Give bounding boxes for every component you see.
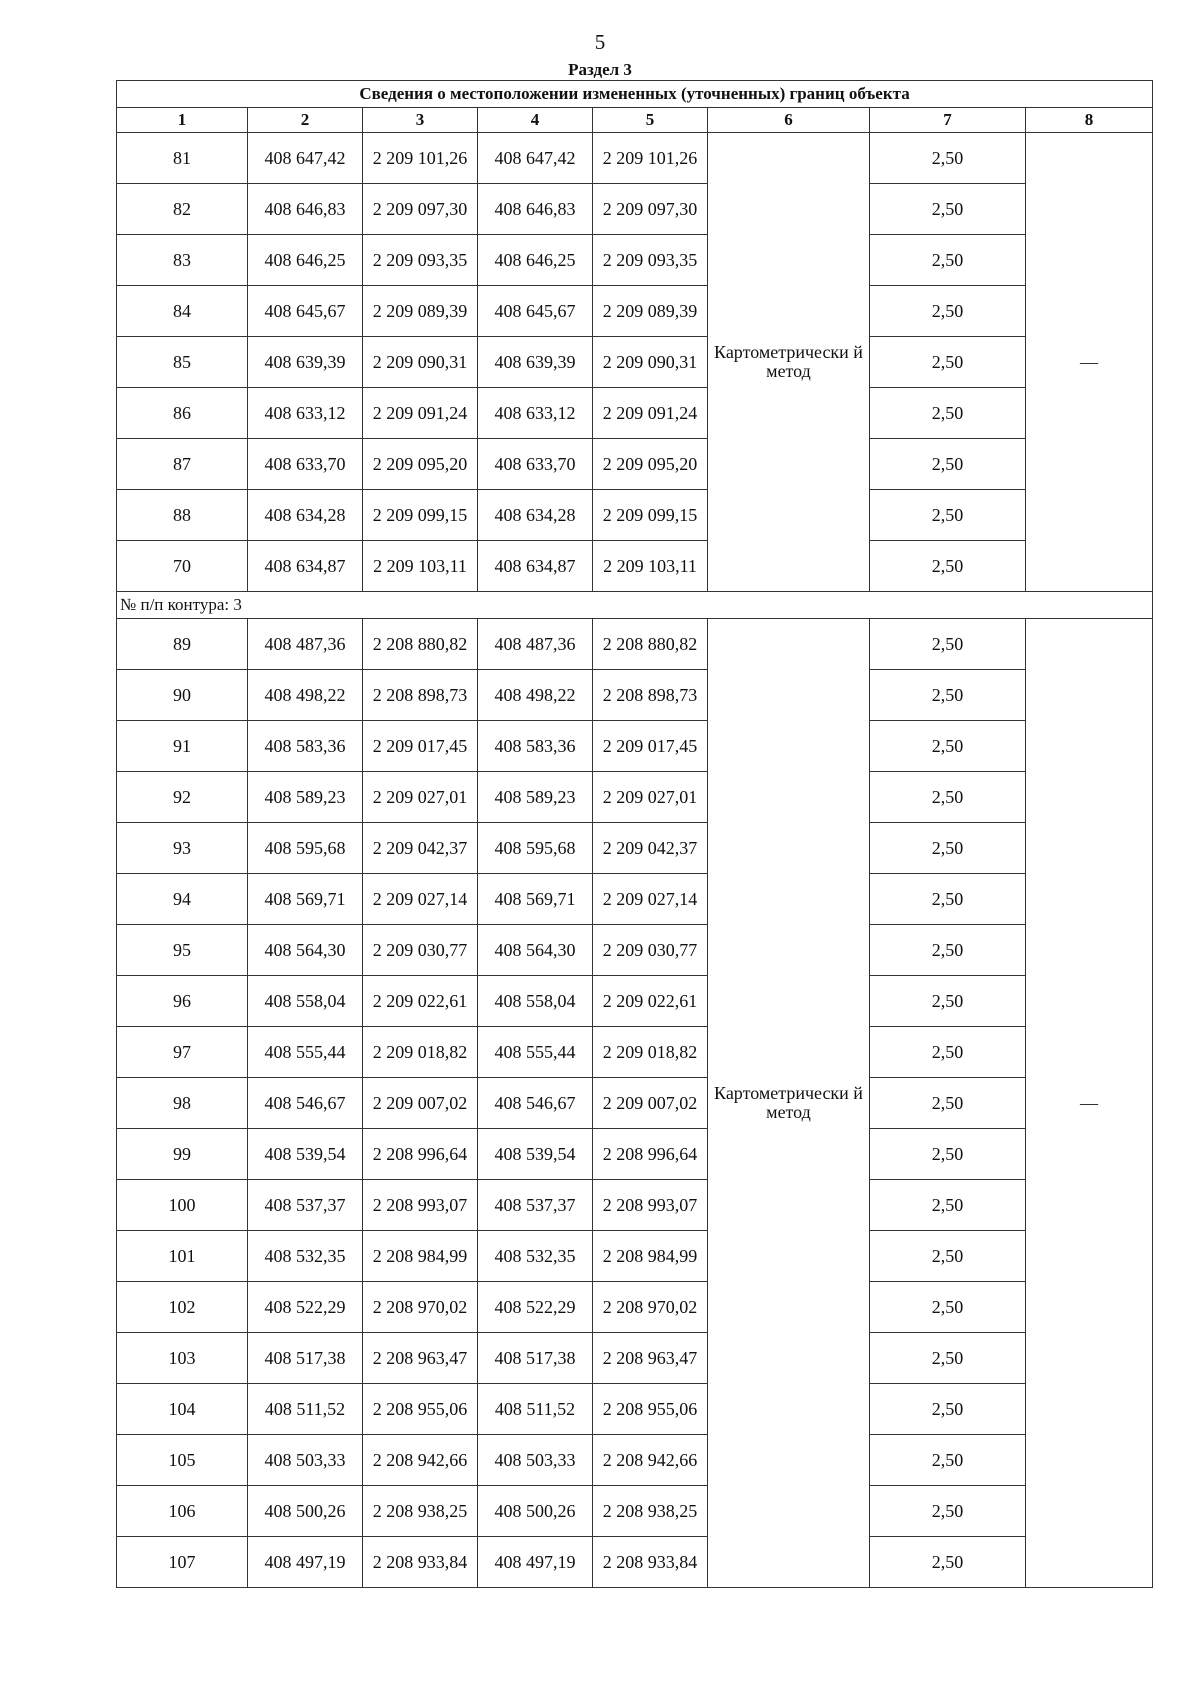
y-existing-cell: 2 209 099,15: [363, 490, 478, 541]
y-new-cell: 2 209 027,01: [593, 772, 708, 823]
y-existing-cell: 2 209 018,82: [363, 1027, 478, 1078]
table-row: [117, 925, 1153, 976]
point-number-cell: 100: [117, 1180, 248, 1231]
table-row: [117, 184, 1153, 235]
x-existing-cell: 408 589,23: [248, 772, 363, 823]
y-existing-cell: 2 209 103,11: [363, 541, 478, 592]
x-existing-cell: 408 633,12: [248, 388, 363, 439]
x-new-cell: 408 647,42: [478, 133, 593, 184]
x-existing-cell: 408 555,44: [248, 1027, 363, 1078]
accuracy-cell: 2,50: [870, 1333, 1026, 1384]
table-row: [117, 1078, 1153, 1129]
x-existing-cell: 408 634,28: [248, 490, 363, 541]
y-existing-cell: 2 209 095,20: [363, 439, 478, 490]
x-new-cell: 408 487,36: [478, 619, 593, 670]
x-existing-cell: 408 558,04: [248, 976, 363, 1027]
accuracy-cell: 2,50: [870, 1129, 1026, 1180]
point-number-cell: 94: [117, 874, 248, 925]
y-existing-cell: 2 209 097,30: [363, 184, 478, 235]
x-new-cell: 408 646,83: [478, 184, 593, 235]
x-existing-cell: 408 647,42: [248, 133, 363, 184]
x-existing-cell: 408 522,29: [248, 1282, 363, 1333]
x-existing-cell: 408 503,33: [248, 1435, 363, 1486]
contour-label: № п/п контура: 3: [117, 592, 1153, 619]
table-row: [117, 1027, 1153, 1078]
table-row: [117, 388, 1153, 439]
column-number: 5: [593, 108, 708, 133]
y-new-cell: 2 209 089,39: [593, 286, 708, 337]
y-new-cell: 2 209 095,20: [593, 439, 708, 490]
x-existing-cell: 408 546,67: [248, 1078, 363, 1129]
y-existing-cell: 2 209 093,35: [363, 235, 478, 286]
point-number-cell: 96: [117, 976, 248, 1027]
y-new-cell: 2 209 091,24: [593, 388, 708, 439]
point-number-cell: 97: [117, 1027, 248, 1078]
column-number: 1: [117, 108, 248, 133]
y-existing-cell: 2 208 970,02: [363, 1282, 478, 1333]
x-new-cell: 408 532,35: [478, 1231, 593, 1282]
x-new-cell: 408 522,29: [478, 1282, 593, 1333]
table-row: [117, 619, 1153, 670]
y-existing-cell: 2 209 017,45: [363, 721, 478, 772]
y-existing-cell: 2 209 042,37: [363, 823, 478, 874]
y-new-cell: 2 209 030,77: [593, 925, 708, 976]
column-8-cell: —: [1026, 133, 1153, 592]
accuracy-cell: 2,50: [870, 490, 1026, 541]
x-new-cell: 408 511,52: [478, 1384, 593, 1435]
accuracy-cell: 2,50: [870, 541, 1026, 592]
table-row: [117, 1180, 1153, 1231]
x-existing-cell: 408 646,25: [248, 235, 363, 286]
y-new-cell: 2 209 027,14: [593, 874, 708, 925]
x-new-cell: 408 564,30: [478, 925, 593, 976]
y-new-cell: 2 209 022,61: [593, 976, 708, 1027]
y-existing-cell: 2 208 933,84: [363, 1537, 478, 1588]
accuracy-cell: 2,50: [870, 772, 1026, 823]
point-number-cell: 88: [117, 490, 248, 541]
point-number-cell: 86: [117, 388, 248, 439]
y-existing-cell: 2 208 880,82: [363, 619, 478, 670]
boundary-coordinates-table: [116, 80, 1153, 1588]
point-number-cell: 70: [117, 541, 248, 592]
table-row: [117, 490, 1153, 541]
section-title: Раздел 3: [568, 60, 632, 79]
method-cell: Картометрически й метод: [708, 133, 870, 592]
y-existing-cell: 2 208 942,66: [363, 1435, 478, 1486]
point-number-cell: 83: [117, 235, 248, 286]
x-existing-cell: 408 532,35: [248, 1231, 363, 1282]
point-number-cell: 95: [117, 925, 248, 976]
y-existing-cell: 2 208 993,07: [363, 1180, 478, 1231]
y-new-cell: 2 209 017,45: [593, 721, 708, 772]
y-new-cell: 2 209 093,35: [593, 235, 708, 286]
y-new-cell: 2 208 938,25: [593, 1486, 708, 1537]
accuracy-cell: 2,50: [870, 1282, 1026, 1333]
x-existing-cell: 408 645,67: [248, 286, 363, 337]
accuracy-cell: 2,50: [870, 721, 1026, 772]
y-existing-cell: 2 209 027,14: [363, 874, 478, 925]
x-existing-cell: 408 537,37: [248, 1180, 363, 1231]
point-number-cell: 99: [117, 1129, 248, 1180]
x-existing-cell: 408 564,30: [248, 925, 363, 976]
table-caption: Сведения о местоположении измененных (уточненных) границ объекта: [117, 81, 1153, 108]
x-new-cell: 408 634,87: [478, 541, 593, 592]
point-number-cell: 105: [117, 1435, 248, 1486]
x-new-cell: 408 595,68: [478, 823, 593, 874]
accuracy-cell: 2,50: [870, 1537, 1026, 1588]
accuracy-cell: 2,50: [870, 823, 1026, 874]
accuracy-cell: 2,50: [870, 619, 1026, 670]
y-new-cell: 2 209 101,26: [593, 133, 708, 184]
table-row: [117, 235, 1153, 286]
column-number: 7: [870, 108, 1026, 133]
y-existing-cell: 2 208 955,06: [363, 1384, 478, 1435]
table-row: [117, 541, 1153, 592]
x-new-cell: 408 546,67: [478, 1078, 593, 1129]
x-existing-cell: 408 639,39: [248, 337, 363, 388]
accuracy-cell: 2,50: [870, 925, 1026, 976]
table-row: [117, 1129, 1153, 1180]
column-8-cell: —: [1026, 619, 1153, 1588]
y-new-cell: 2 208 963,47: [593, 1333, 708, 1384]
x-new-cell: 408 537,37: [478, 1180, 593, 1231]
x-new-cell: 408 639,39: [478, 337, 593, 388]
table-row: [117, 976, 1153, 1027]
y-new-cell: 2 209 018,82: [593, 1027, 708, 1078]
table-row: [117, 133, 1153, 184]
y-existing-cell: 2 208 996,64: [363, 1129, 478, 1180]
column-number: 8: [1026, 108, 1153, 133]
x-existing-cell: 408 500,26: [248, 1486, 363, 1537]
y-new-cell: 2 208 880,82: [593, 619, 708, 670]
y-new-cell: 2 209 007,02: [593, 1078, 708, 1129]
accuracy-cell: 2,50: [870, 388, 1026, 439]
y-new-cell: 2 209 097,30: [593, 184, 708, 235]
table-row: [117, 772, 1153, 823]
x-new-cell: 408 503,33: [478, 1435, 593, 1486]
x-existing-cell: 408 497,19: [248, 1537, 363, 1588]
table-row: [117, 286, 1153, 337]
accuracy-cell: 2,50: [870, 670, 1026, 721]
x-new-cell: 408 589,23: [478, 772, 593, 823]
accuracy-cell: 2,50: [870, 1486, 1026, 1537]
x-new-cell: 408 517,38: [478, 1333, 593, 1384]
column-number-row: [117, 108, 1153, 133]
x-existing-cell: 408 646,83: [248, 184, 363, 235]
x-existing-cell: 408 583,36: [248, 721, 363, 772]
accuracy-cell: 2,50: [870, 1180, 1026, 1231]
accuracy-cell: 2,50: [870, 976, 1026, 1027]
y-existing-cell: 2 209 091,24: [363, 388, 478, 439]
point-number-cell: 92: [117, 772, 248, 823]
point-number-cell: 84: [117, 286, 248, 337]
point-number-cell: 102: [117, 1282, 248, 1333]
x-existing-cell: 408 511,52: [248, 1384, 363, 1435]
accuracy-cell: 2,50: [870, 133, 1026, 184]
accuracy-cell: 2,50: [870, 337, 1026, 388]
accuracy-cell: 2,50: [870, 1231, 1026, 1282]
y-new-cell: 2 208 970,02: [593, 1282, 708, 1333]
x-existing-cell: 408 569,71: [248, 874, 363, 925]
y-existing-cell: 2 209 027,01: [363, 772, 478, 823]
point-number-cell: 87: [117, 439, 248, 490]
x-new-cell: 408 645,67: [478, 286, 593, 337]
y-existing-cell: 2 208 898,73: [363, 670, 478, 721]
y-new-cell: 2 209 090,31: [593, 337, 708, 388]
table-row: [117, 1231, 1153, 1282]
point-number-cell: 85: [117, 337, 248, 388]
table-row: [117, 670, 1153, 721]
table-row: [117, 337, 1153, 388]
x-existing-cell: 408 633,70: [248, 439, 363, 490]
accuracy-cell: 2,50: [870, 439, 1026, 490]
accuracy-cell: 2,50: [870, 1078, 1026, 1129]
table-row: [117, 1333, 1153, 1384]
table-row: [117, 1435, 1153, 1486]
y-new-cell: 2 208 955,06: [593, 1384, 708, 1435]
y-new-cell: 2 208 942,66: [593, 1435, 708, 1486]
x-new-cell: 408 555,44: [478, 1027, 593, 1078]
table-row: [117, 1486, 1153, 1537]
column-number: 3: [363, 108, 478, 133]
x-new-cell: 408 634,28: [478, 490, 593, 541]
x-new-cell: 408 633,12: [478, 388, 593, 439]
point-number-cell: 103: [117, 1333, 248, 1384]
point-number-cell: 98: [117, 1078, 248, 1129]
y-existing-cell: 2 209 089,39: [363, 286, 478, 337]
x-existing-cell: 408 634,87: [248, 541, 363, 592]
y-existing-cell: 2 209 090,31: [363, 337, 478, 388]
y-existing-cell: 2 209 007,02: [363, 1078, 478, 1129]
y-existing-cell: 2 208 938,25: [363, 1486, 478, 1537]
x-new-cell: 408 633,70: [478, 439, 593, 490]
x-existing-cell: 408 539,54: [248, 1129, 363, 1180]
point-number-cell: 91: [117, 721, 248, 772]
accuracy-cell: 2,50: [870, 1384, 1026, 1435]
column-number: 6: [708, 108, 870, 133]
point-number-cell: 104: [117, 1384, 248, 1435]
table-row: [117, 721, 1153, 772]
page-number: 5: [594, 30, 606, 54]
table-row: [117, 1537, 1153, 1588]
table-row: [117, 1282, 1153, 1333]
y-new-cell: 2 208 898,73: [593, 670, 708, 721]
x-new-cell: 408 497,19: [478, 1537, 593, 1588]
y-existing-cell: 2 209 101,26: [363, 133, 478, 184]
x-new-cell: 408 646,25: [478, 235, 593, 286]
accuracy-cell: 2,50: [870, 184, 1026, 235]
accuracy-cell: 2,50: [870, 286, 1026, 337]
x-new-cell: 408 583,36: [478, 721, 593, 772]
x-existing-cell: 408 595,68: [248, 823, 363, 874]
accuracy-cell: 2,50: [870, 235, 1026, 286]
accuracy-cell: 2,50: [870, 1027, 1026, 1078]
y-existing-cell: 2 208 963,47: [363, 1333, 478, 1384]
point-number-cell: 101: [117, 1231, 248, 1282]
point-number-cell: 106: [117, 1486, 248, 1537]
point-number-cell: 107: [117, 1537, 248, 1588]
accuracy-cell: 2,50: [870, 1435, 1026, 1486]
method-cell: Картометрически й метод: [708, 619, 870, 1588]
table-row: [117, 823, 1153, 874]
y-new-cell: 2 208 996,64: [593, 1129, 708, 1180]
point-number-cell: 81: [117, 133, 248, 184]
point-number-cell: 90: [117, 670, 248, 721]
y-new-cell: 2 208 933,84: [593, 1537, 708, 1588]
contour-label-row: [117, 592, 1153, 619]
y-existing-cell: 2 209 030,77: [363, 925, 478, 976]
x-new-cell: 408 569,71: [478, 874, 593, 925]
x-new-cell: 408 558,04: [478, 976, 593, 1027]
y-new-cell: 2 209 042,37: [593, 823, 708, 874]
y-new-cell: 2 209 099,15: [593, 490, 708, 541]
column-number: 4: [478, 108, 593, 133]
y-new-cell: 2 208 993,07: [593, 1180, 708, 1231]
point-number-cell: 93: [117, 823, 248, 874]
y-existing-cell: 2 209 022,61: [363, 976, 478, 1027]
x-new-cell: 408 539,54: [478, 1129, 593, 1180]
x-new-cell: 408 500,26: [478, 1486, 593, 1537]
y-new-cell: 2 209 103,11: [593, 541, 708, 592]
y-existing-cell: 2 208 984,99: [363, 1231, 478, 1282]
x-existing-cell: 408 498,22: [248, 670, 363, 721]
table-caption-row: [117, 81, 1153, 108]
point-number-cell: 89: [117, 619, 248, 670]
table-row: [117, 1384, 1153, 1435]
table-row: [117, 874, 1153, 925]
x-existing-cell: 408 517,38: [248, 1333, 363, 1384]
accuracy-cell: 2,50: [870, 874, 1026, 925]
x-new-cell: 408 498,22: [478, 670, 593, 721]
point-number-cell: 82: [117, 184, 248, 235]
column-number: 2: [248, 108, 363, 133]
table-row: [117, 439, 1153, 490]
x-existing-cell: 408 487,36: [248, 619, 363, 670]
y-new-cell: 2 208 984,99: [593, 1231, 708, 1282]
